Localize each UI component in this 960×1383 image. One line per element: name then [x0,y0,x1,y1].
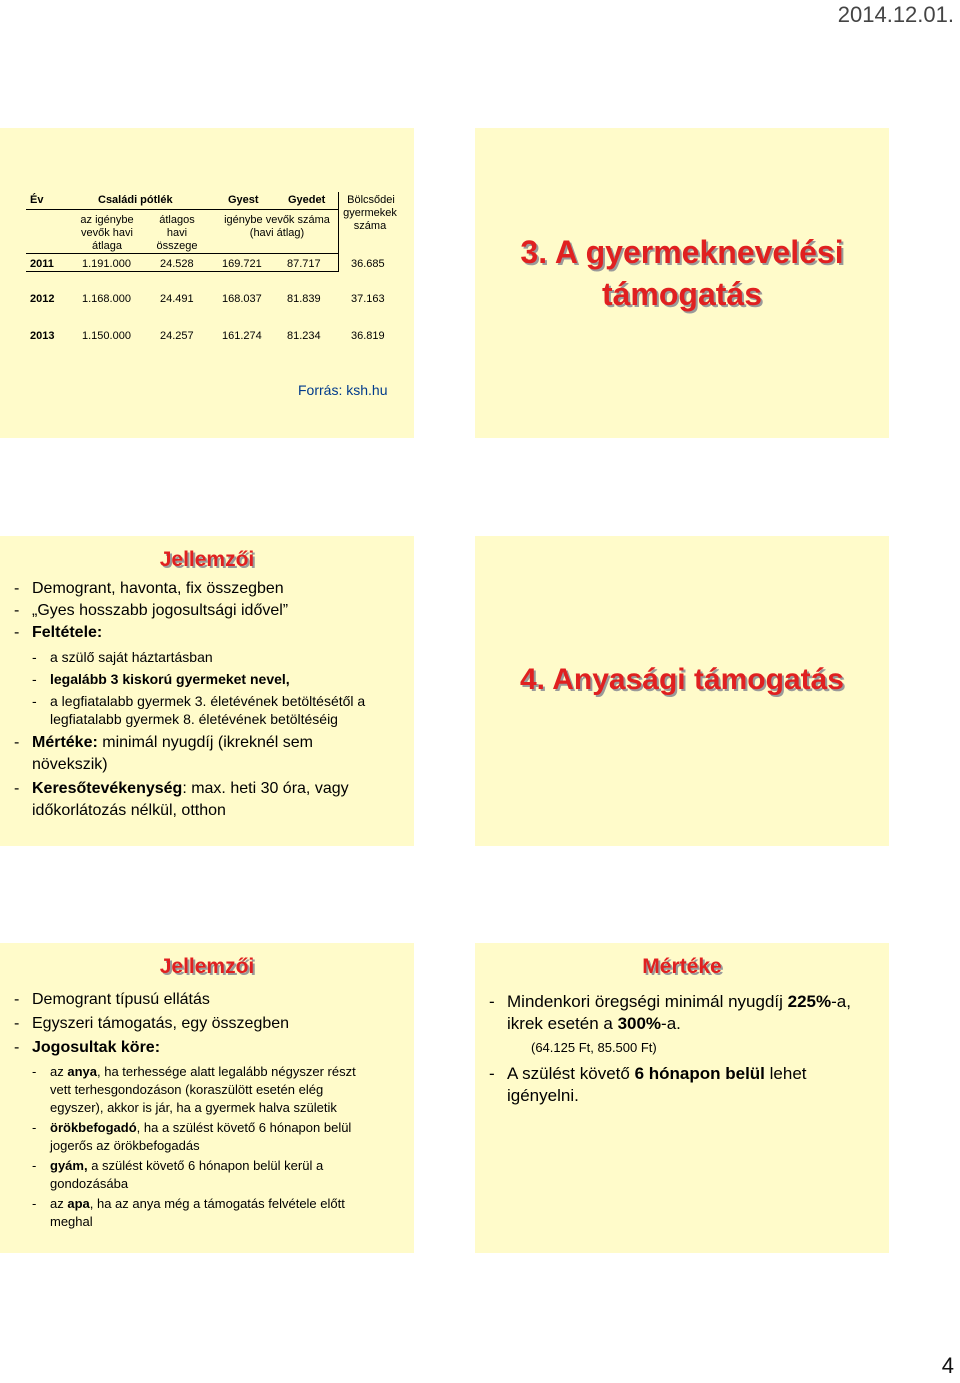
cell-year: 2012 [30,293,55,305]
item-label: 225% [787,992,832,1011]
cell-year: 2013 [30,330,55,342]
item-text: „Gyes hosszabb jogosultsági idővel” [32,602,289,619]
list-subitem: - a szülő saját háztartásban [32,649,213,665]
item-text: Jogosultak köre: [32,1039,161,1056]
list-subitem: - gyám, a szülést követő 6 hónapon belül kerül a gondozásába [32,1158,324,1191]
list-subitem: - a legfiatalabb gyermek 3. életévének betöltésétől a legfiatalabb gyermek 8. életévének betöltéséig [32,693,366,727]
page-number: 4 [941,1353,954,1378]
list-item: - Demogrant, havonta, fix összegben [14,580,284,597]
list-item: - Mértéke: minimál nyugdíj (ikreknél sem [14,734,313,751]
cell-value: 169.721 [222,258,262,270]
item-text: vett terhesgondozáson (koraszülött esetén elég [50,1082,324,1097]
item-text: időkorlátozás nélkül, otthon [32,802,226,819]
cell-value: 161.274 [222,330,262,342]
list-item-continuation [14,800,400,822]
item-text: a legfiatalabb gyermek 3. életévének betöltésétől a [50,693,366,709]
cell-value: 37.163 [351,293,385,305]
list-item-continuation [14,754,400,776]
list-item: - Feltétele: [14,624,103,641]
cell-value: 36.685 [351,258,385,270]
item-label: örökbefogadó [50,1120,137,1135]
slide-title: Jellemzői [159,955,255,978]
header-gyermekek-szama: gyermekek száma [343,207,397,232]
item-text: , ha a szülést követő 6 hónapon belül [136,1120,352,1135]
source-note: Forrás: ksh.hu [298,382,388,398]
cell-value: 1.168.000 [82,293,131,305]
item-text: az [50,1064,68,1079]
item-text: , ha az anya még a támogatás felvétele előtt [89,1196,345,1211]
item-text: Feltétele: [32,624,103,641]
header-ev: Év [30,194,44,206]
item-text: minimál nyugdíj (ikreknél sem [97,734,313,751]
slide-title: Mértéke [642,955,722,978]
list-item: - Demogrant típusú ellátás [14,991,210,1008]
bullet-list [14,578,400,822]
slide-title-line2: támogatás [601,276,763,312]
cell-value: 36.819 [351,330,385,342]
list-subitem: - legalább 3 kiskorú gyermeket nevel, [32,671,290,687]
item-text: a szülést követő 6 hónapon belül kerül a [87,1158,324,1173]
list-note [489,1037,875,1059]
list-subitem: - örökbefogadó, ha a szülést követő 6 hónapon belül jogerős az örökbefogadás [32,1120,352,1153]
list-item: - Mindenkori öregségi minimál nyugdíj 225%-a, ikrek esetén a 300%-a. [489,992,851,1033]
item-text: növekszik) [32,756,108,773]
cell-value: 24.528 [160,258,194,270]
item-label: Mértéke: [32,734,98,751]
list-subitem: - az apa, ha az anya még a támogatás felvétele előtt meghal [32,1196,345,1229]
item-text: : max. heti 30 óra, vagy [182,780,349,797]
item-text: jogerős az örökbefogadás [50,1138,200,1153]
cell-value: 81.839 [287,293,321,305]
slide-jellemzoi-anyasagi [0,943,414,1253]
item-label: anya [67,1064,97,1079]
cell-value: 1.191.000 [82,258,131,270]
item-label: 6 hónapon belül [634,1064,765,1083]
list-subitem: - az anya, ha terhessége alatt legalább négyszer részt vett terhesgondozáson (koraszülött esetén elég egyszer), akkor is jár, ha a gyermek halva születik [32,1064,356,1115]
list-item: - „Gyes hosszabb jogosultsági idővel” [14,602,289,619]
slide-gyermeknevelesi-tamogatas [475,128,889,438]
slide-anyasagi-tamogatas [475,536,889,846]
statistics-table [0,128,414,368]
list-item: - A szülést követő 6 hónapon belül lehet igényelni. [489,1064,807,1105]
item-text: legalább 3 kiskorú gyermeket nevel, [50,671,290,687]
item-text: a szülő saját háztartásban [50,649,213,665]
item-text: Demogrant, havonta, fix összegben [32,580,284,597]
cell-value: 81.234 [287,330,321,342]
cell-year: 2011 [30,258,54,270]
header-csaladi-potlek: Családi pótlék [98,194,173,206]
slide-merteke [475,943,889,1253]
subheader-igenybe-vevok-havi-atlaga: az igénybe vevők havi átlaga [80,214,134,252]
item-text: legfiatalabb gyermek 8. életévének betöltéséig [50,711,338,727]
header-bolcsodei: Bölcsődei [347,194,395,206]
cell-value: 168.037 [222,293,262,305]
subheader-atlagos-havi-osszege: átlagos havi összege [156,214,198,252]
item-text: igényelni. [507,1086,579,1105]
header-gyest: Gyest [228,194,259,206]
subheader-igenybe-vevok-szama: igénybe vevők száma (havi átlag) [224,214,330,239]
item-text: -a. [661,1014,681,1033]
item-label: apa [67,1196,90,1211]
cell-value: 1.150.000 [82,330,131,342]
bullet-list [489,991,875,1107]
header-gyedet: Gyedet [288,194,326,206]
bullet-list [14,989,400,1231]
slide-statistics-table [0,128,414,438]
item-text: Demogrant típusú ellátás [32,991,210,1008]
list-item: - Egyszeri támogatás, egy összegben [14,1015,290,1032]
item-text: ikrek esetén a [507,1014,618,1033]
item-text: A szülést követő [507,1064,635,1083]
item-text: lehet [764,1064,807,1083]
item-label: 300% [617,1014,662,1033]
cell-value: 24.491 [160,293,194,305]
item-label: gyám, [50,1158,88,1173]
header-date: 2014.12.01. [837,2,954,27]
slide-jellemzoi-gyet [0,536,414,846]
item-label: Keresőtevékenység [32,780,183,797]
item-text: Egyszeri támogatás, egy összegben [32,1015,290,1032]
list-item: - Keresőtevékenység: max. heti 30 óra, vagy [14,780,349,797]
slide-title: Jellemzői [159,548,255,571]
list-item: - Jogosultak köre: [14,1039,161,1056]
item-text: (64.125 Ft, 85.500 Ft) [531,1040,657,1055]
item-text: -a, [831,992,851,1011]
item-text: az [50,1196,68,1211]
cell-value: 87.717 [287,258,321,270]
item-text: gondozásába [50,1176,129,1191]
item-text: meghal [50,1214,93,1229]
slide-title-line1: 3. A gyermeknevelési [520,234,844,270]
cell-value: 24.257 [160,330,194,342]
item-text: Mindenkori öregségi minimál nyugdíj [507,992,788,1011]
item-text: egyszer), akkor is jár, ha a gyermek halva születik [50,1100,337,1115]
slide-title: 4. Anyasági támogatás [519,663,844,696]
item-text: , ha terhessége alatt legalább négyszer részt [96,1064,356,1079]
